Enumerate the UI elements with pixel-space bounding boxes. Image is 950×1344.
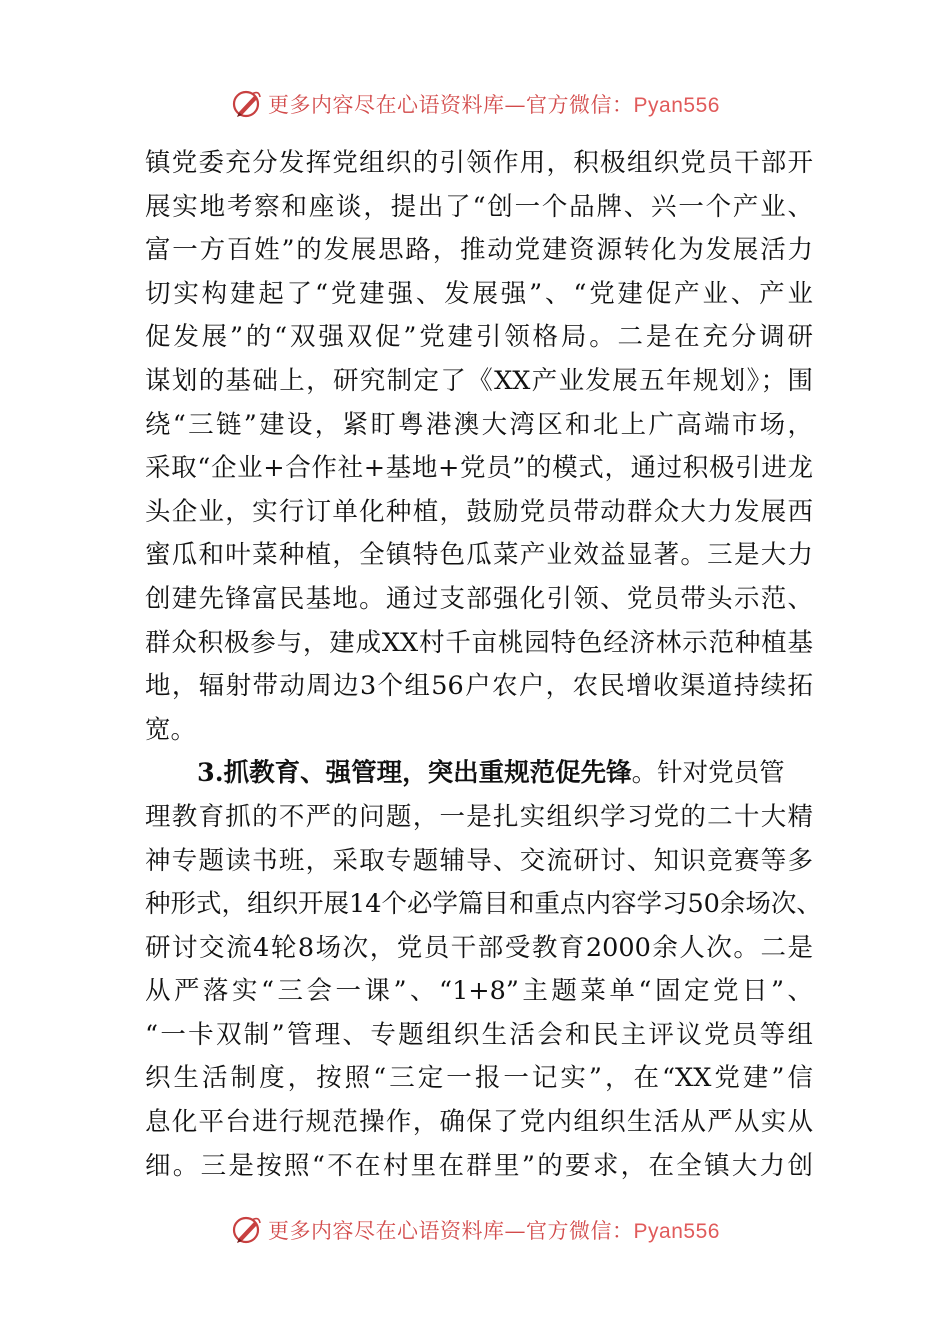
section-3-first-line: [145, 752, 813, 796]
body-line: 绕“三链”建设，紧盯粤港澳大湾区和北上广高端市场，: [145, 409, 813, 440]
body-line: 研讨交流4轮8场次，党员干部受教育2000余人次。二是: [145, 932, 813, 963]
body-line: 宽。: [145, 714, 197, 745]
pen-logo-icon: [230, 1213, 264, 1247]
pen-logo-icon: [230, 87, 264, 121]
body-line: 镇党委充分发挥党组织的引领作用，积极组织党员干部开: [145, 148, 813, 178]
document-body: [145, 142, 822, 1188]
body-line: 创建先锋富民基地。通过支部强化引领、党员带头示范、: [145, 583, 813, 614]
body-line: 采取“企业+合作社+基地+党员”的模式，通过积极引进龙: [145, 453, 813, 484]
section-3-heading: 3.抓教育、强管理，突出重规范促先锋: [197, 758, 632, 789]
header-watermark: [0, 84, 950, 124]
body-line: “一卡双制”管理、专题组织生活会和民主评议党员等组: [145, 1019, 813, 1050]
body-line: 地，辐射带动周边3个组56户农户，农民增收渠道持续拓: [145, 671, 813, 702]
watermark-text: 更多内容尽在心语资料库—官方微信：Pyan556: [268, 1219, 720, 1243]
body-line: 切实构建起了“党建强、发展强”、“党建促产业、产业: [145, 278, 813, 309]
watermark-text: 更多内容尽在心语资料库—官方微信：Pyan556: [268, 93, 720, 117]
body-line: 谋划的基础上，研究制定了《XX产业发展五年规划》；围: [145, 365, 813, 396]
body-line: 展实地考察和座谈，提出了“创一个品牌、兴一个产业、: [145, 191, 813, 222]
body-line: 息化平台进行规范操作，确保了党内组织生活从严从实从: [145, 1107, 813, 1138]
body-line: 群众积极参与，建成XX村千亩桃园特色经济林示范种植基: [145, 627, 813, 658]
body-line: 理教育抓的不严的问题，一是扎实组织学习党的二十大精: [145, 801, 813, 832]
wechat-id: Pyan556: [633, 94, 720, 117]
body-line: 细。三是按照“不在村里在群里”的要求，在全镇大力创: [145, 1150, 813, 1181]
body-line: 富一方百姓”的发展思路，推动党建资源转化为发展活力: [145, 235, 813, 266]
body-line: 蜜瓜和叶菜种植，全镇特色瓜菜产业效益显著。三是大力: [145, 540, 813, 571]
body-line: 神专题读书班，采取专题辅导、交流研讨、知识竞赛等多: [145, 845, 813, 876]
body-line: 促发展”的“双强双促”党建引领格局。二是在充分调研: [145, 322, 813, 353]
body-line: 种形式，组织开展14个必学篇目和重点内容学习50余场次、: [145, 889, 822, 920]
body-line: 织生活制度，按照“三定一报一记实”，在“XX党建”信: [145, 1063, 813, 1094]
wechat-id: Pyan556: [633, 1220, 720, 1243]
section-3-lead: 。针对党员管: [631, 758, 785, 789]
body-line: 头企业，实行订单化种植，鼓励党员带动群众大力发展西: [145, 496, 813, 527]
footer-watermark: [0, 1210, 950, 1250]
body-line: 从严落实“三会一课”、“1+8”主题菜单“固定党日”、: [145, 976, 813, 1007]
